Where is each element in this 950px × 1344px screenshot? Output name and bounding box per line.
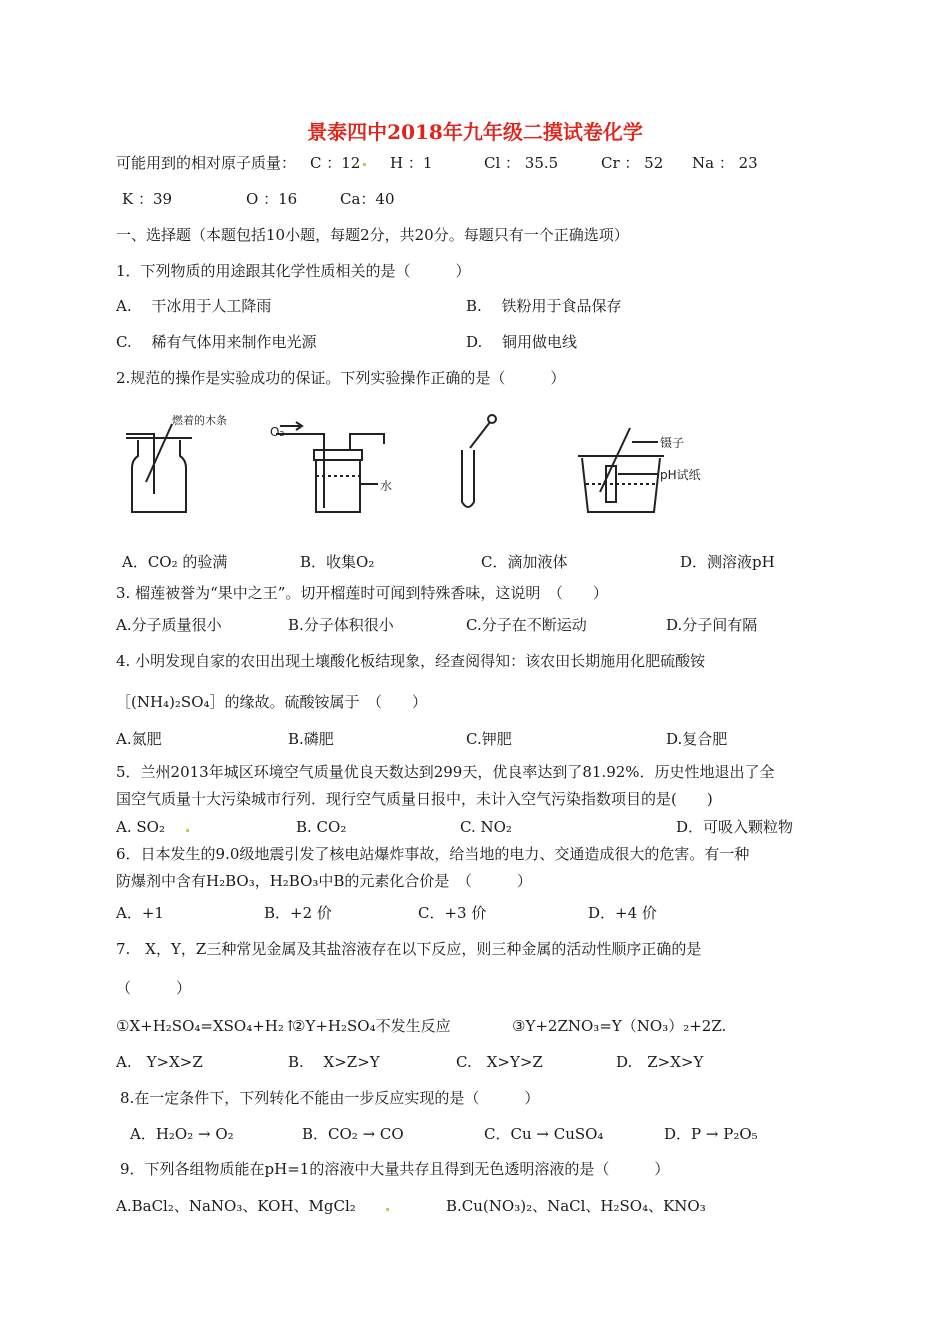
- q9-stem: 9．下列各组物质能在pH=1的溶液中大量共存且得到无色透明溶液的是（ ）: [120, 1160, 670, 1178]
- atomic-mass-cl: Cl ： 35.5: [484, 154, 559, 172]
- test-tube: [462, 450, 474, 507]
- label-tweezers: 镊子: [660, 436, 685, 450]
- atomic-mass-ca: Ca：40: [340, 190, 395, 208]
- q5-option-a: A. SO₂: [116, 818, 165, 836]
- q8-option-d: D．P → P₂O₅: [664, 1125, 758, 1143]
- section-heading: 一、选择题（本题包括10小题，每题2分，共20分。每题只有一个正确选项）: [116, 226, 629, 244]
- scan-speck: [386, 1208, 389, 1211]
- q7-option-c: C. X>Y>Z: [456, 1053, 543, 1071]
- atomic-mass-o: O ：16: [246, 190, 298, 208]
- atomic-mass-c: C ：12: [310, 154, 361, 172]
- dropper: [470, 422, 490, 448]
- label-burning-stick: 燃着的木条: [172, 414, 227, 427]
- q4-stem: 4. 小明发现自家的农田出现土壤酸化板结现象，经查阅得知：该农田长期施用化肥硫酸铵: [116, 652, 706, 670]
- scan-speck: [186, 829, 189, 832]
- q5-option-c: C. NO₂: [460, 818, 512, 836]
- q8-option-c: C．Cu → CuSO₄: [484, 1125, 604, 1143]
- q1-option-a: A. 干冰用于人工降雨: [116, 297, 272, 315]
- q3-option-b: B.分子体积很小: [288, 616, 394, 634]
- q7-option-b: B. X>Z>Y: [288, 1053, 380, 1071]
- q2-option-c: C．滴加液体: [481, 553, 568, 571]
- exam-title: 景泰四中2018年九年级二摸试卷化学: [307, 120, 643, 144]
- q5-stem: 5．兰州2013年城区环境空气质量优良天数达到299天，优良率达到了81.92%．历史性地退出了全: [116, 763, 775, 781]
- q1-stem: 1．下列物质的用途跟其化学性质相关的是（ ）: [116, 262, 471, 280]
- q7-stem: 7. X，Y，Z三种常见金属及其盐溶液存在以下反应，则三种金属的活动性顺序正确的是: [116, 940, 702, 958]
- q3-stem: 3. 榴莲被誉为“果中之王”。切开榴莲时可闻到特殊香味，这说明 （ ）: [116, 584, 608, 602]
- q2-option-d: D．测溶液pH: [680, 553, 775, 571]
- q6-option-b: B．+2 价: [264, 904, 332, 922]
- q5-stem-continued: 国空气质量十大污染城市行列．现行空气质量日报中，未计入空气污染指数项目的是( ): [116, 790, 713, 808]
- q4-stem-continued: ［(NH₄)₂SO₄］的缘故。硫酸铵属于 （ ）: [116, 693, 428, 711]
- q1-option-b: B. 铁粉用于食品保存: [466, 297, 622, 315]
- burning-stick: [146, 424, 172, 482]
- atomic-mass-h: H ：1: [390, 154, 433, 172]
- atomic-mass-na: Na ： 23: [692, 154, 758, 172]
- q7-reaction-3: ③Y+2ZNO₃=Y（NO₃）₂+2Z.: [512, 1017, 727, 1035]
- q7-stem-continued: （ ）: [116, 979, 192, 997]
- q6-option-d: D．+4 价: [588, 904, 657, 922]
- atomic-mass-cr: Cr ： 52: [601, 154, 664, 172]
- q5-option-b: B. CO₂: [296, 818, 347, 836]
- gas-bottle-b: [316, 460, 360, 512]
- q7-reaction-1: ①X+H₂SO₄=XSO₄+H₂↑: [116, 1017, 297, 1035]
- q6-stem: 6．日本发生的9.0级地震引发了核电站爆炸事故，给当地的电力、交通造成很大的危害。有一种: [116, 845, 750, 863]
- q1-option-c: C. 稀有气体用来制作电光源: [116, 333, 317, 351]
- q2-option-a: A．CO₂ 的验满: [122, 553, 228, 571]
- q8-stem: 8.在一定条件下，下列转化不能由一步反应实现的是（ ）: [120, 1089, 540, 1107]
- q7-reaction-2: ②Y+H₂SO₄不发生反应: [292, 1017, 451, 1035]
- q2-apparatus-figure: [110, 412, 730, 522]
- label-water: 水: [380, 479, 393, 493]
- q9-option-b: B.Cu(NO₃)₂、NaCl、H₂SO₄、KNO₃: [446, 1197, 706, 1215]
- q3-option-a: A.分子质量很小: [116, 616, 222, 634]
- atomic-mass-label: 可能用到的相对原子质量：: [116, 154, 297, 172]
- q4-option-b: B.磷肥: [288, 730, 334, 748]
- label-o2: O₂: [270, 425, 285, 439]
- q5-option-d: D．可吸入颗粒物: [676, 818, 794, 836]
- atomic-mass-k: K ：39: [122, 190, 173, 208]
- q4-option-d: D.复合肥: [666, 730, 728, 748]
- q9-option-a: A.BaCl₂、NaNO₃、KOH、MgCl₂: [116, 1197, 356, 1215]
- q4-option-a: A.氮肥: [116, 730, 162, 748]
- q3-option-d: D.分子间有隔: [666, 616, 758, 634]
- q7-option-d: D. Z>X>Y: [616, 1053, 704, 1071]
- q3-option-c: C.分子在不断运动: [466, 616, 587, 634]
- q6-option-c: C．+3 价: [418, 904, 487, 922]
- q2-option-b: B．收集O₂: [300, 553, 375, 571]
- q6-stem-continued: 防爆剂中含有H₂BO₃，H₂BO₃中B的元素化合价是 （ ）: [116, 872, 532, 890]
- scan-speck: [363, 163, 366, 166]
- label-ph-paper: pH试纸: [660, 468, 701, 482]
- q2-stem: 2.规范的操作是实验成功的保证。下列实验操作正确的是（ ）: [116, 369, 566, 387]
- q8-option-b: B．CO₂ → CO: [302, 1125, 404, 1143]
- q4-option-c: C.钾肥: [466, 730, 512, 748]
- q6-option-a: A．+1: [116, 904, 164, 922]
- q1-option-d: D. 铜用做电线: [466, 333, 578, 351]
- q7-option-a: A. Y>X>Z: [116, 1053, 203, 1071]
- q8-option-a: A．H₂O₂ → O₂: [130, 1125, 234, 1143]
